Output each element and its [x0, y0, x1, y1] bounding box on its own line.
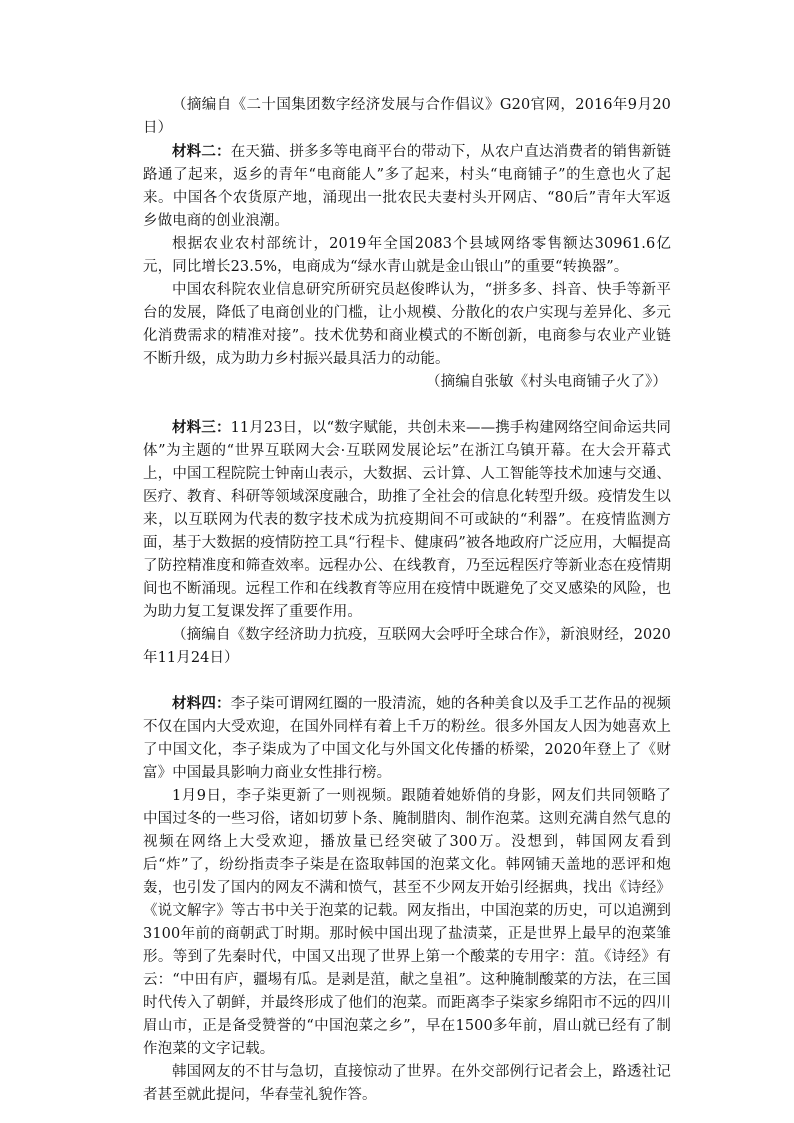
material-4-paragraph-1-text: 李子柒可谓网红圈的一股清流，她的各种美食以及手工艺作品的视频不仅在国内大受欢迎，在国外同样有着上千万的粉丝。很多外国友人因为她喜欢上了中国文化，李子柒成为了中国文化与外国文化传播的桥梁，2020年登上了《财富》中国最具影响力商业女性排行榜。 [143, 696, 671, 781]
material-2-paragraph-1-text: 在天猫、拼多多等电商平台的带动下，从农户直达消费者的销售新链路通了起来，返乡的青年“电商能人”多了起来，村头“电商铺子”的生意也火了起来。中国各个农货原产地，涌现出一批农民夫妻村头开网店、“80后”青年大军返乡做电商的创业浪潮。 [143, 144, 671, 229]
material-3-label: 材料三： [172, 419, 231, 436]
material-2-paragraph-2: 根据农业农村部统计，2019年全国2083个县域网络零售额达30961.6亿元，同比增长23.5%，电商成为“绿水青山就是金山银山”的重要“转换器”。 [143, 236, 671, 275]
document-page [143, 94, 671, 1107]
section-spacer [143, 670, 671, 692]
section-spacer [143, 394, 671, 416]
material-4-paragraph-1 [143, 692, 671, 785]
material-2-paragraph-1 [143, 140, 671, 233]
material-4-label: 材料四： [172, 695, 231, 712]
source-citation-material-2: （摘编自张敏《村头电商铺子火了》） [426, 374, 667, 390]
material-2-label: 材料二： [172, 143, 231, 160]
material-3-paragraph-1-text: 11月23日，以“数字赋能，共创未来——携手构建网络空间命运共同体”为主题的“世界互联网大会·互联网发展论坛”在浙江乌镇开幕。在大会开幕式上，中国工程院院士钟南山表示，大数据、云计算、人工智能等技术加速与交通、医疗、教育、科研等领域深度融合，助推了全社会的信息化转型升级。疫情发生以来，以互联网为代表的数字技术成为抗疫期间不可或缺的“利器”。在疫情监测方面，基于大数据的疫情防控工具“行程卡、健康码”被各地政府广泛应用，大幅提高了防控精准度和筛查效率。远程办公、在线教育，乃至远程医疗等新业态在疫情期间也不断涌现。远程工作和在线教育等应用在疫情中既避免了交叉感染的风险，也为助力复工复课发挥了重要作用。 [143, 420, 672, 620]
source-citation-material-1: （摘编自《二十国集团数字经济发展与合作倡议》G20官网，2016年9月20日） [143, 97, 671, 136]
source-citation-material-3: （摘编自《数字经济助力抗疫，互联网大会呼吁全球合作》，新浪财经，2020年11月24日） [143, 627, 671, 666]
material-2-paragraph-3: 中国农科院农业信息研究所研究员赵俊晔认为，“拼多多、抖音、快手等新平台的发展，降低了电商创业的门槛，让小规模、分散化的农户实现与差异化、多元化消费需求的精准对接”。技术优势和商业模式的不断创新，电商参与农业产业链不断升级，成为助力乡村振兴最具活力的动能。 [143, 282, 671, 367]
material-4-paragraph-2: 1月9日，李子柒更新了一则视频。跟随着她娇俏的身影，网友们共同领略了中国过冬的一些习俗，诸如切萝卜条、腌制腊肉、制作泡菜。这则充满自然气息的视频在网络上大受欢迎，播放量已经突破了300万。没想到，韩国网友看到后“炸”了，纷纷指责李子柒是在盗取韩国的泡菜文化。韩网铺天盖地的恶评和炮轰，也引发了国内的网友不满和愤气，甚至不少网友开始引经据典，找出《诗经》《说文解字》等古书中关于泡菜的记载。网友指出，中国泡菜的历史，可以追溯到3100年前的商朝武丁时期。那时候中国出现了盐渍菜，正是世界上最早的泡菜雏形。等到了先秦时代，中国又出现了世界上第一个酸菜的专用字：菹。《诗经》有云：“中田有庐，疆埸有瓜。是剥是菹，献之皇祖”。这种腌制酸菜的方法，在三国时代传入了朝鲜，并最终形成了他们的泡菜。而距离李子柒家乡绵阳市不远的四川眉山市，正是备受赞誉的“中国泡菜之乡”，早在1500多年前，眉山就已经有了制作泡菜的文字记载。 [143, 788, 671, 1057]
material-3-paragraph-1 [143, 416, 671, 624]
material-4-paragraph-3: 韩国网友的不甘与急切，直接惊动了世界。在外交部例行记者会上，路透社记者甚至就此提问，华春莹礼貌作答。 [143, 1064, 671, 1103]
